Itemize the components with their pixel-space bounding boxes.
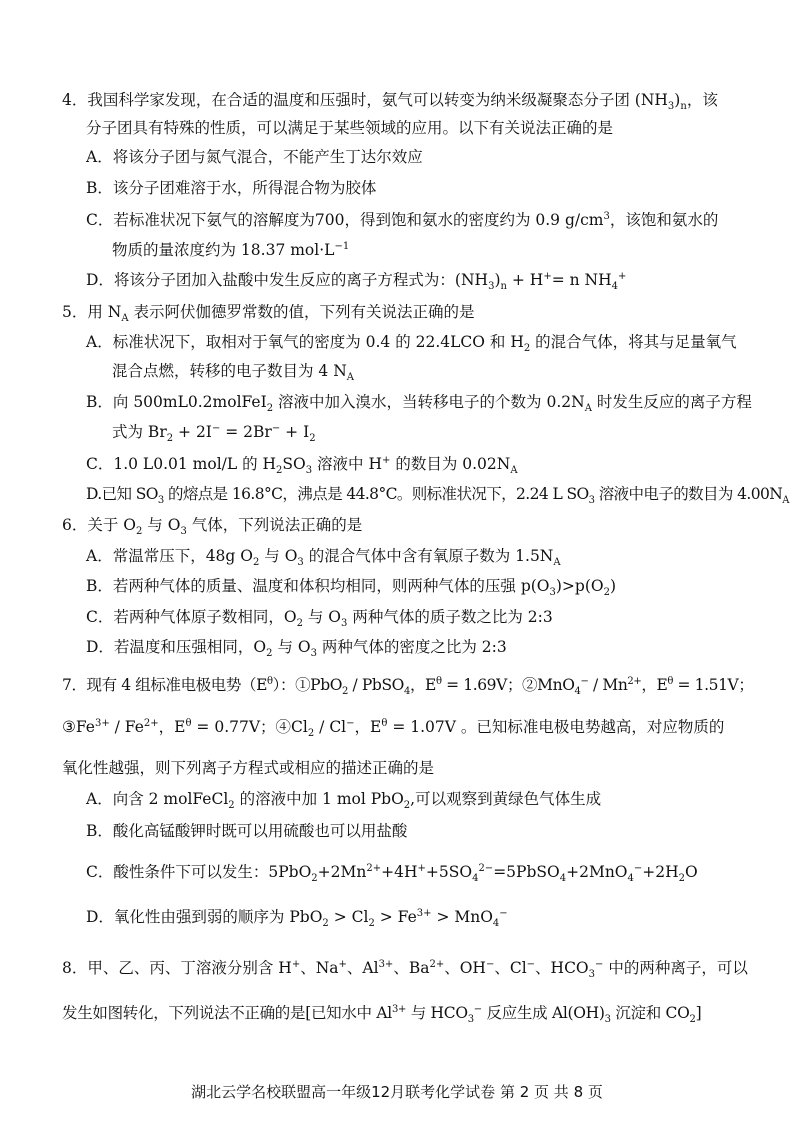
text: D．氧化性由强到弱的顺序为 PbO: [86, 908, 323, 926]
text: 、OH: [444, 959, 486, 977]
q5-option-d: [86, 484, 789, 507]
q5-option-c: [86, 454, 518, 477]
text: C．酸性条件下可以发生：5PbO: [86, 863, 312, 881]
text: A．标准状况下，取相对于氧气的密度为 0.4 的 22.4LCO 和 H: [86, 333, 524, 351]
text: > Fe: [374, 908, 417, 926]
text: ，E: [354, 718, 382, 736]
text: / Mn: [588, 676, 628, 694]
q6-option-b: [86, 576, 617, 599]
superscript: θ: [185, 717, 192, 729]
text: ）：①PbO: [272, 676, 343, 694]
text: ): [609, 577, 617, 595]
text: 6．关于 O: [62, 516, 136, 534]
text: 7．现有 4 组标准电极电势（E: [62, 676, 267, 694]
subscript: 2: [342, 686, 349, 698]
text: D．若温度和压强相同，O: [86, 638, 267, 656]
text: 的混合气体，将其与足量氧气: [530, 333, 737, 351]
superscript: −: [499, 907, 508, 919]
subscript: 3: [467, 1014, 474, 1026]
q5-option-b-line1: [86, 392, 752, 415]
text: 的熔点是 16.8°C，沸点是 44.8°C。则标准状况下，2.24 L SO: [163, 485, 589, 503]
subscript: 2: [296, 618, 303, 630]
text: 物质的量浓度约为 18.37 mol·L: [112, 241, 335, 259]
subscript: A: [553, 557, 561, 569]
subscript: A: [782, 495, 789, 507]
superscript: −1: [334, 240, 350, 252]
q4-option-a: A．将该分子团与氮气混合，不能产生丁达尔效应: [86, 148, 423, 166]
text: 的溶液中加 1 mol PbO: [234, 790, 404, 808]
q4-stem-line2: 分子团具有特殊的性质，可以满足于某些领域的应用。以下有关说法正确的是: [86, 119, 614, 137]
subscript: A: [121, 313, 129, 325]
text: = n NH: [551, 271, 612, 289]
text: 、Cl: [494, 959, 527, 977]
subscript: 2: [228, 800, 235, 812]
subscript: 3: [588, 495, 595, 507]
subscript: 4: [472, 873, 479, 885]
text: B．向 500mL0.2molFeI: [86, 393, 267, 411]
subscript: 3: [667, 101, 675, 113]
text: A．常温常压下，48g O: [86, 547, 253, 565]
q5-option-a-line1: [86, 332, 737, 355]
text: B．若两种气体的质量、温度和体积均相同，则两种气体的压强 p(O: [86, 577, 550, 595]
superscript: θ: [381, 717, 388, 729]
text: ，E: [409, 676, 436, 694]
superscript: −: [346, 717, 355, 729]
text: 8．甲、乙、丙、丁溶液分别含 H: [62, 959, 292, 977]
text: 与 O: [302, 608, 342, 626]
q6-option-c: [86, 607, 553, 630]
subscript: 4: [574, 686, 581, 698]
subscript: n: [500, 281, 507, 293]
text: 、Ba: [393, 959, 430, 977]
subscript: 2: [276, 465, 283, 477]
subscript: 2: [266, 648, 273, 660]
text: C．若两种气体原子数相同，O: [86, 608, 297, 626]
subscript: 3: [157, 495, 164, 507]
text: 与 O: [272, 638, 311, 656]
subscript: 3: [310, 648, 317, 660]
superscript: −: [211, 422, 221, 434]
q8-stem-line1: [62, 958, 748, 981]
text: 、Al: [346, 959, 379, 977]
subscript: 3: [297, 557, 304, 569]
text: D.已知 SO: [86, 485, 158, 503]
subscript: 2: [166, 433, 174, 445]
subscript: 2: [311, 873, 318, 885]
q7-option-a: [86, 789, 602, 812]
text: C．1.0 L0.01 mol/L 的 H: [86, 455, 277, 473]
text: 溶液中加入溴水，当转移电子的个数为 0.2N: [273, 393, 585, 411]
text: 中的两种离子，可以: [603, 959, 748, 977]
text: 与 O: [259, 547, 298, 565]
text: 反应生成 Al(OH): [481, 1004, 605, 1022]
superscript: −: [485, 958, 495, 970]
text: ]: [695, 1004, 702, 1022]
subscript: 2: [523, 343, 531, 355]
q5-option-b-line2: [112, 422, 316, 445]
text: + I: [280, 423, 310, 441]
text: SO: [282, 455, 306, 473]
subscript: 4: [627, 873, 634, 885]
subscript: 2: [309, 433, 316, 445]
superscript: +: [543, 270, 552, 282]
text: =5PbSO: [493, 863, 560, 881]
text: 的数目为 0.02N: [390, 455, 511, 473]
q5-option-a-line2: [112, 361, 355, 384]
q4-option-b: B．该分子团难溶于水，所得混合物为胶体: [86, 179, 377, 197]
text: 溶液中 H: [312, 455, 382, 473]
subscript: A: [510, 465, 518, 477]
subscript: A: [584, 403, 592, 415]
text: 时发生反应的离子方程: [591, 393, 752, 411]
subscript: 3: [305, 465, 313, 477]
text: A．向含 2 molFeCl: [86, 790, 229, 808]
superscript: +: [417, 862, 426, 874]
text: + 2I: [173, 423, 212, 441]
subscript: 2: [322, 918, 329, 930]
q7-option-d: [86, 907, 508, 930]
subscript: 4: [492, 918, 500, 930]
q5-stem: [62, 302, 475, 325]
text: 沉淀和 CO: [610, 1004, 690, 1022]
text: ,可以观察到黄绿色气体生成: [410, 790, 602, 808]
q7-option-b: B．酸化高锰酸钾时既可以用硫酸也可以用盐酸: [86, 822, 408, 840]
subscript: 2: [678, 873, 686, 885]
text: )>p(O: [555, 577, 604, 595]
text: ，该: [686, 91, 718, 109]
text: = 0.77V；④Cl: [191, 718, 308, 736]
q7-stem-line1: [62, 675, 754, 698]
subscript: 2: [368, 918, 375, 930]
superscript: 3+: [416, 907, 432, 919]
text: 混合点燃，转移的电子数目为 4 N: [112, 362, 347, 380]
text: 表示阿伏伽德罗常数的值，下列有关说法正确的是: [128, 303, 475, 321]
text: +2Mn: [317, 863, 367, 881]
text: C．若标准状况下氨气的溶解度为700，得到饱和氨水的密度约为 0.9 g/cm: [86, 211, 604, 229]
subscript: n: [680, 101, 687, 113]
text: 两种气体的质子数之比为 2:3: [347, 608, 553, 626]
text: > Cl: [328, 908, 369, 926]
text: +2MnO: [566, 863, 628, 881]
text: 、Na: [300, 959, 339, 977]
text: ③Fe: [62, 718, 95, 736]
text: 与 O: [142, 516, 181, 534]
subscript: 3: [588, 969, 596, 981]
text: = 1.51V；: [673, 676, 754, 694]
subscript: A: [346, 372, 355, 384]
superscript: 3: [603, 210, 610, 222]
text: 发生如图转化，下列说法不正确的是[已知水中 Al: [62, 1004, 392, 1022]
superscript: −: [633, 862, 643, 874]
superscript: +: [382, 454, 391, 466]
text: +5SO: [425, 863, 473, 881]
text: D．将该分子团加入盐酸中发生反应的离子方程式为：(NH: [86, 271, 489, 289]
q6-option-d: [86, 637, 507, 660]
text: = 1.07V 。已知标准电极电势越高，对应物质的: [387, 718, 725, 736]
subscript: 2: [252, 557, 260, 569]
text: + H: [506, 271, 544, 289]
text: 气体，下列说法正确的是: [186, 516, 363, 534]
subscript: 2: [136, 526, 143, 538]
q6-stem: [62, 515, 363, 538]
superscript: 3+: [391, 1003, 407, 1015]
superscript: 2+: [366, 862, 382, 874]
text: / Fe: [109, 718, 144, 736]
q4-option-d: [86, 270, 627, 293]
q7-stem-line2: [62, 717, 725, 740]
superscript: −: [473, 1003, 482, 1015]
text: 式为 Br: [112, 423, 167, 441]
text: +2H: [642, 863, 679, 881]
page-footer: 湖北云学名校联盟高一年级12月联考化学试卷 第 2 页 共 8 页: [191, 1083, 603, 1101]
q4-stem-line1: [62, 90, 718, 113]
q8-stem-line2: [62, 1003, 702, 1026]
q4-option-c-line1: [86, 210, 718, 230]
text: 、HCO: [535, 959, 589, 977]
subscript: 3: [341, 618, 348, 630]
superscript: 2−: [478, 862, 494, 874]
subscript: 3: [488, 281, 495, 293]
superscript: −: [526, 958, 536, 970]
superscript: +: [338, 958, 347, 970]
text: ，E: [641, 676, 668, 694]
superscript: 3+: [94, 717, 110, 729]
text: = 1.69V；②MnO: [441, 676, 575, 694]
superscript: 2+: [429, 958, 445, 970]
text: ): [674, 91, 681, 109]
superscript: +: [291, 958, 301, 970]
superscript: −: [271, 422, 281, 434]
subscript: 2: [266, 403, 274, 415]
text: 溶液中电子的数目为 4.00N: [594, 485, 783, 503]
superscript: θ: [667, 675, 673, 687]
subscript: 2: [307, 728, 315, 740]
subscript: 3: [604, 1014, 611, 1026]
q7-stem-line3: 氧化性越强，则下列离子方程式或相应的描述正确的是: [62, 759, 435, 777]
text: 4．我国科学家发现，在合适的温度和压强时，氨气可以转变为纳米级凝聚态分子团 (NH: [62, 91, 668, 109]
subscript: 3: [549, 587, 556, 599]
subscript: 2: [403, 800, 411, 812]
superscript: 3+: [378, 958, 394, 970]
superscript: −: [595, 958, 604, 970]
subscript: 2: [689, 1014, 696, 1026]
subscript: 4: [403, 686, 410, 698]
text: ，E: [158, 718, 186, 736]
superscript: +: [617, 270, 627, 282]
text: 5．用 N: [62, 303, 122, 321]
superscript: 2+: [627, 675, 642, 687]
superscript: −: [580, 675, 589, 687]
text: O: [685, 863, 698, 881]
text: 两种气体的密度之比为 2:3: [316, 638, 507, 656]
text: ): [494, 271, 501, 289]
text: 与 HCO: [406, 1004, 468, 1022]
text: / PbSO: [348, 676, 404, 694]
text: / Cl: [314, 718, 347, 736]
subscript: 4: [611, 281, 618, 293]
superscript: θ: [267, 675, 273, 687]
text: ，该饱和氨水的: [609, 211, 719, 229]
text: > MnO: [431, 908, 493, 926]
text: 的混合气体中含有氧原子数为 1.5N: [303, 547, 554, 565]
q7-option-c: [86, 862, 698, 885]
q4-option-c-line2: [112, 240, 349, 260]
subscript: 3: [180, 526, 187, 538]
text: = 2Br: [220, 423, 272, 441]
subscript: 4: [559, 873, 567, 885]
q6-option-a: [86, 546, 561, 569]
superscript: θ: [435, 675, 442, 687]
superscript: 2+: [143, 717, 159, 729]
text: +4H: [381, 863, 418, 881]
subscript: 2: [603, 587, 610, 599]
